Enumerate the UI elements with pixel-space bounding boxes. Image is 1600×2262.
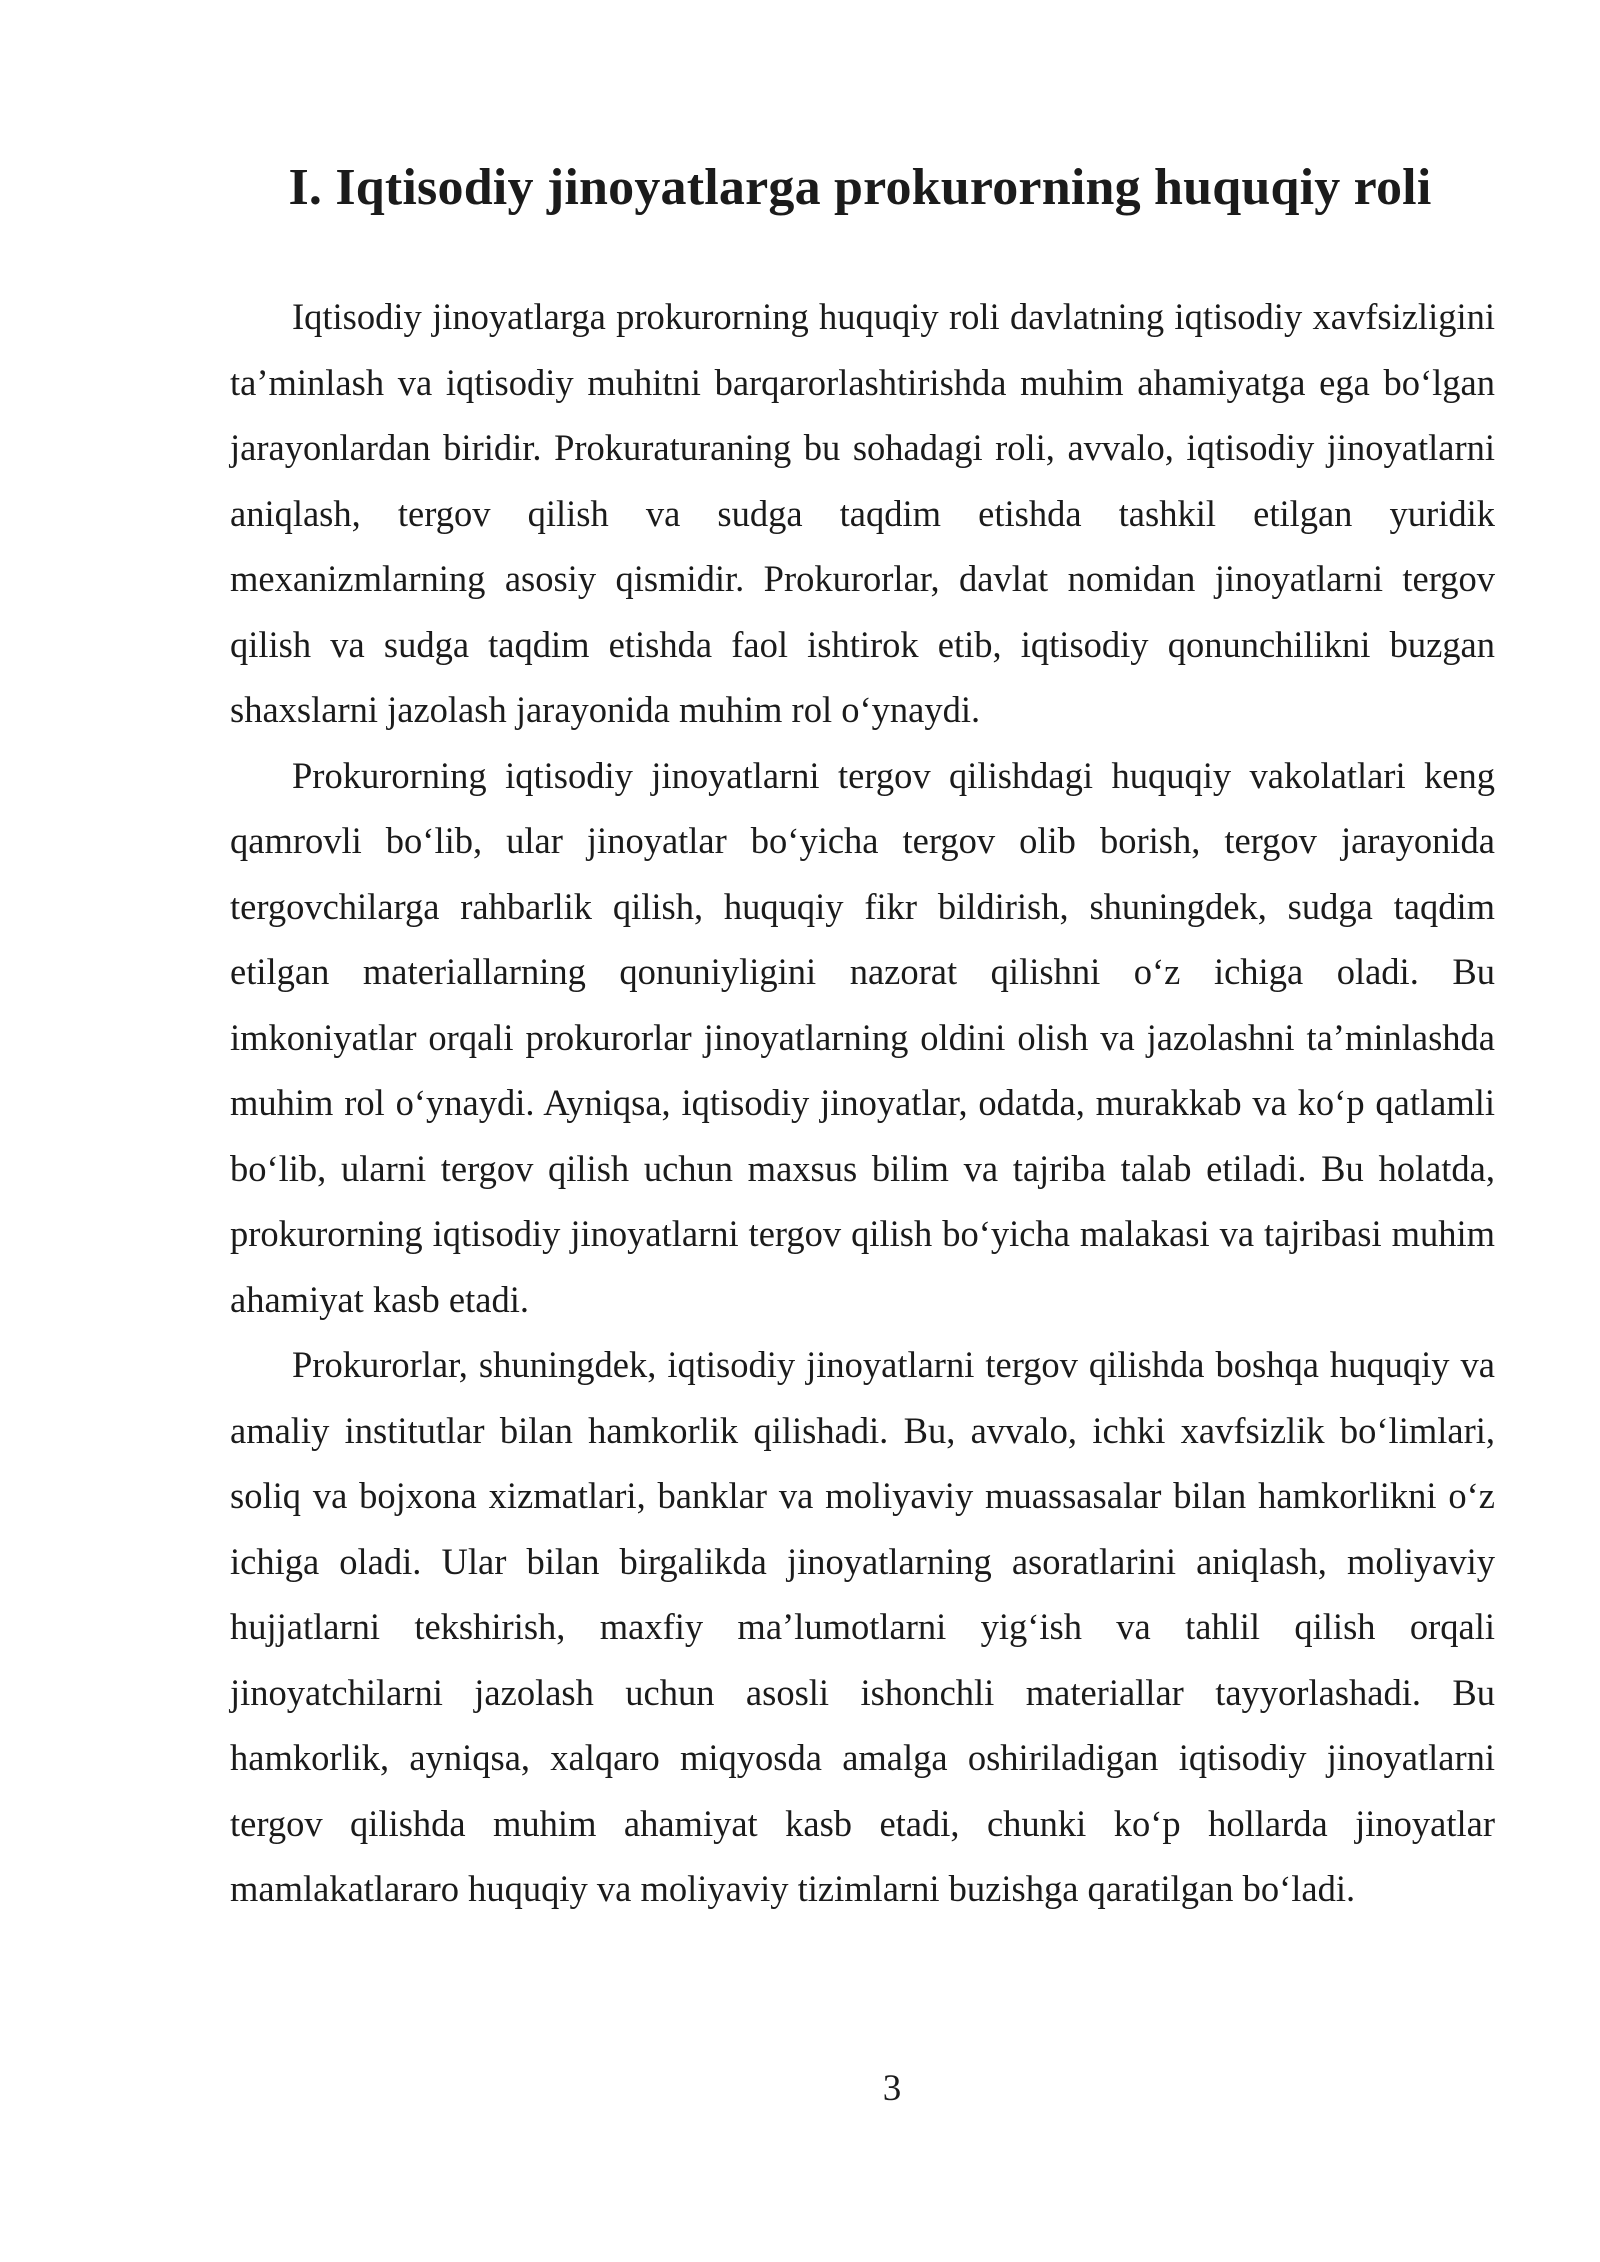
page-number: 3 (882, 2068, 902, 2109)
paragraph-1: Iqtisodiy jinoyatlarga prokurorning huquqiy roli davlatning iqtisodiy xavfsizligini ta’minlash va iqtisodiy muhitni barqarorlashtirishda muhim ahamiyatga ega bo‘lgan jarayonlardan biridir. Prokuraturaning bu sohadagi roli, avvalo, iqtisodiy jinoyatlarni aniqlash, tergov qilish va sudga taqdim etishda tashkil etilgan yuridik mexanizmlarning asosiy qismidir. Prokurorlar, davlat nomidan jinoyatlarni tergov qilish va sudga taqdim etishda faol ishtirok etib, iqtisodiy qonunchilikni buzgan shaxslarni jazolash jarayonida muhim rol o‘ynaydi. (230, 296, 1495, 730)
body-text (230, 284, 1495, 1922)
section-heading: I. Iqtisodiy jinoyatlarga prokurorning huquqiy roli (288, 159, 1432, 216)
paragraph-2: Prokurorning iqtisodiy jinoyatlarni tergov qilishdagi huquqiy vakolatlari keng qamrovli bo‘lib, ular jinoyatlar bo‘yicha tergov olib borish, tergov jarayonida tergovchilarga rahbarlik qilish, huquqiy fikr bildirish, shuningdek, sudga taqdim etilgan materiallarning qonuniyligini nazorat qilishni o‘z ichiga oladi. Bu imkoniyatlar orqali prokurorlar jinoyatlarning oldini olish va jazolashni ta’minlashda muhim rol o‘ynaydi. Ayniqsa, iqtisodiy jinoyatlar, odatda, murakkab va ko‘p qatlamli bo‘lib, ularni tergov qilish uchun maxsus bilim va tajriba talab etiladi. Bu holatda, prokurorning iqtisodiy jinoyatlarni tergov qilish bo‘yicha malakasi va tajribasi muhim ahamiyat kasb etadi. (230, 754, 1495, 1320)
paragraph-3: Prokurorlar, shuningdek, iqtisodiy jinoyatlarni tergov qilishda boshqa huquqiy va amaliy institutlar bilan hamkorlik qilishadi. Bu, avvalo, ichki xavfsizlik bo‘limlari, soliq va bojxona xizmatlari, banklar va moliyaviy muassasalar bilan hamkorlikni o‘z ichiga oladi. Ular bilan birgalikda jinoyatlarning asoratlarini aniqlash, moliyaviy hujjatlarni tekshirish, maxfiy ma’lumotlarni yig‘ish va tahlil qilish orqali jinoyatchilarni jazolash uchun asosli ishonchli materiallar tayyorlashadi. Bu hamkorlik, ayniqsa, xalqaro miqyosda amalga oshiriladigan iqtisodiy jinoyatlarni tergov qilishda muhim ahamiyat kasb etadi, chunki ko‘p hollarda jinoyatlar mamlakatlararo huquqiy va moliyaviy tizimlarni buzishga qaratilgan bo‘ladi. (230, 1344, 1495, 1909)
